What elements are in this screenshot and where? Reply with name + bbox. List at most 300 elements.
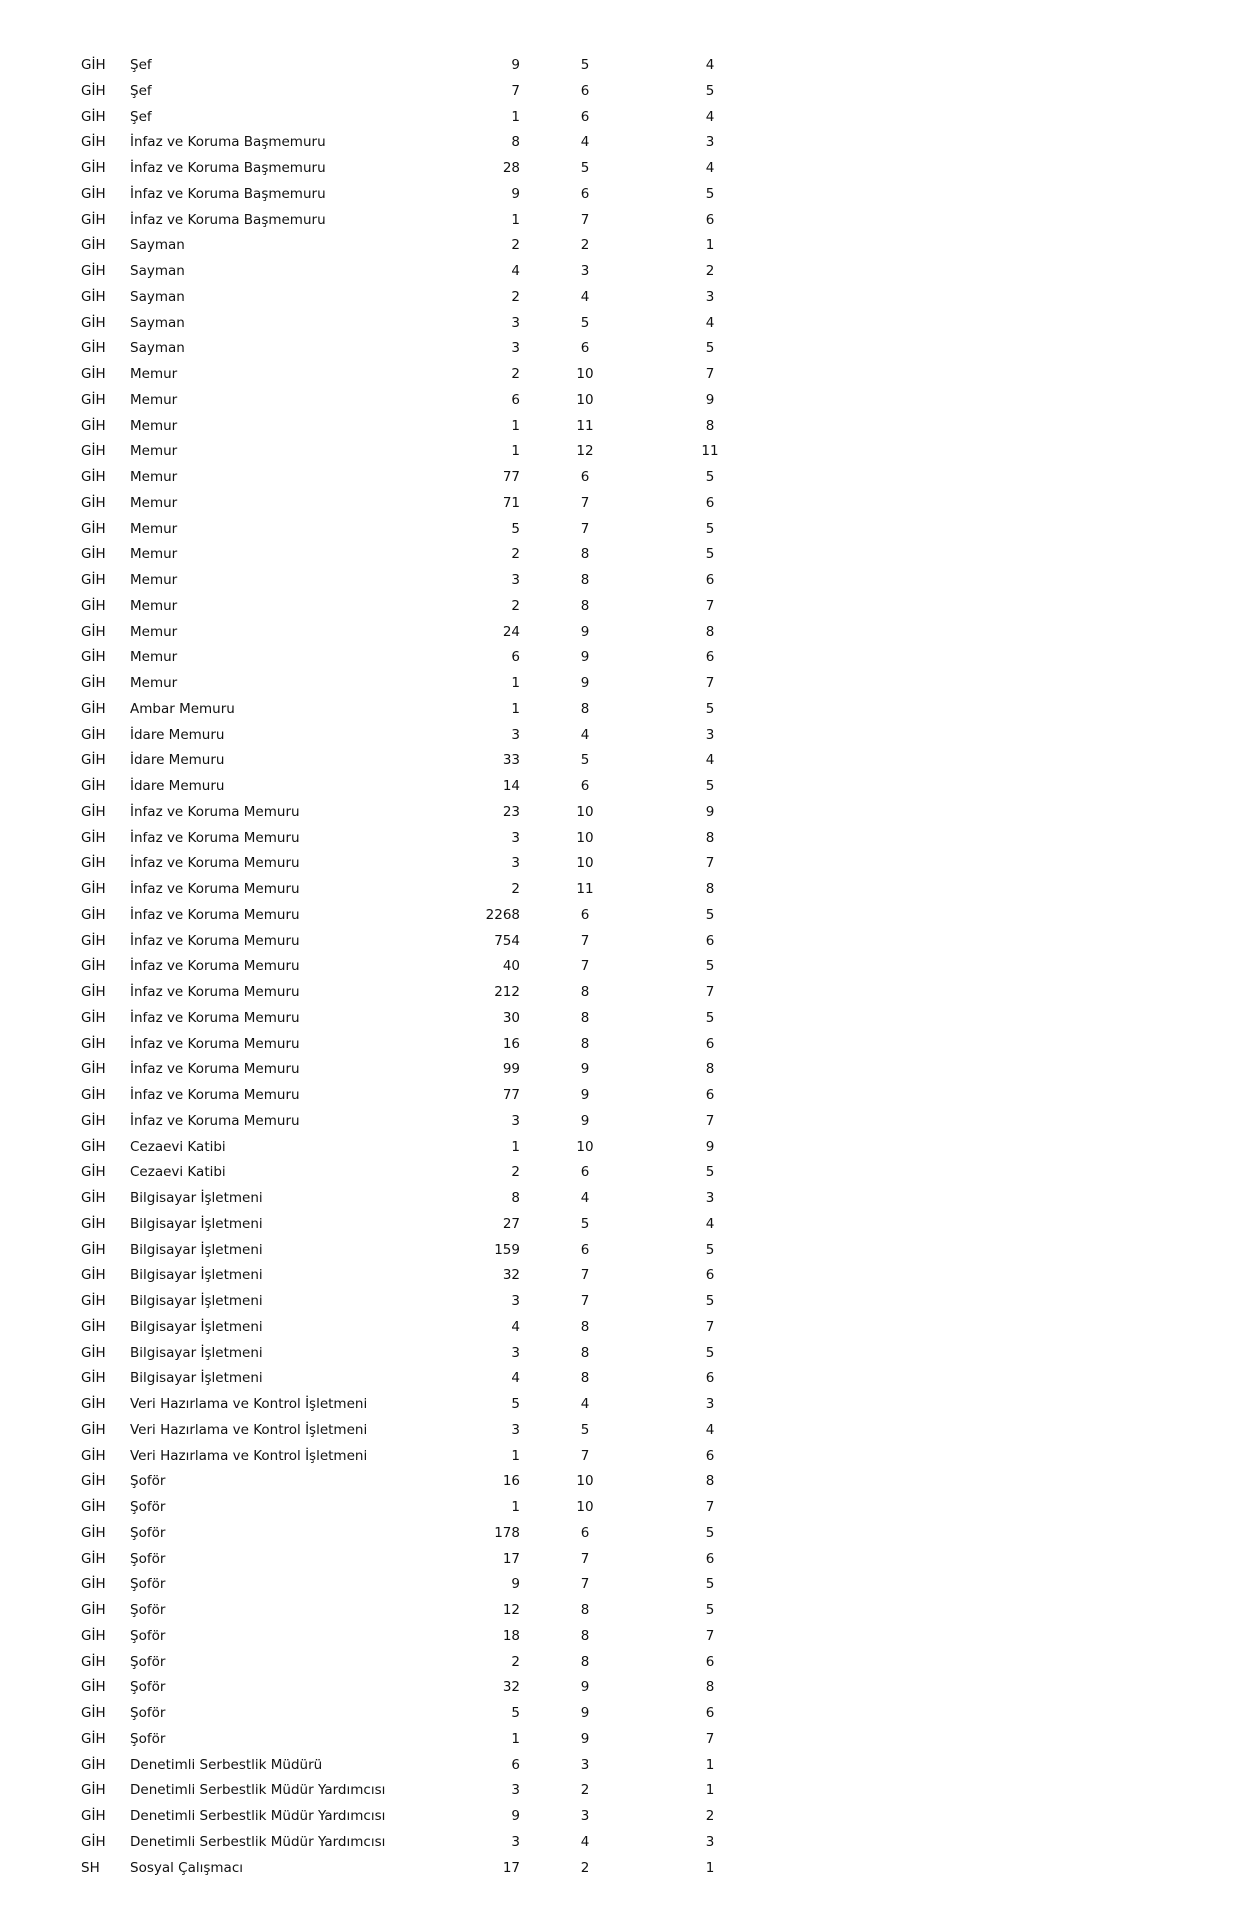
count-cell: 99 — [502, 1061, 520, 1078]
class-cell: GİH — [81, 494, 106, 511]
degree-a-cell: 5 — [580, 314, 590, 331]
degree-a-cell: 8 — [580, 597, 590, 614]
degree-b-cell: 7 — [705, 1112, 715, 1129]
table-row — [0, 1624, 1252, 1650]
table-row — [0, 645, 1252, 671]
table-row — [0, 1650, 1252, 1676]
count-cell: 2 — [511, 881, 520, 897]
table-row — [0, 1135, 1252, 1161]
count-cell: 17 — [502, 1859, 520, 1876]
degree-b-cell: 7 — [705, 675, 715, 691]
title-cell: İnfaz ve Koruma Memuru — [130, 906, 300, 923]
count-cell: 2 — [511, 597, 520, 614]
class-cell: GİH — [81, 263, 106, 279]
title-cell: Bilgisayar İşletmeni — [130, 1215, 263, 1232]
degree-b-cell: 8 — [705, 1473, 715, 1490]
degree-a-cell: 11 — [576, 417, 594, 434]
count-cell: 77 — [502, 1087, 520, 1103]
table-row — [0, 671, 1252, 697]
degree-a-cell: 10 — [576, 855, 594, 872]
class-cell: GİH — [81, 134, 106, 151]
title-cell: Şoför — [130, 1550, 166, 1567]
degree-a-cell: 5 — [580, 1215, 590, 1232]
degree-b-cell: 7 — [705, 1318, 715, 1335]
title-cell: İnfaz ve Koruma Memuru — [130, 958, 300, 975]
title-cell: Şoför — [130, 1524, 166, 1541]
count-cell: 3 — [511, 1782, 520, 1799]
count-cell: 2 — [511, 1164, 520, 1181]
title-cell: İnfaz ve Koruma Başmemuru — [130, 185, 326, 202]
count-cell: 5 — [511, 1396, 520, 1412]
table-row — [0, 1856, 1252, 1882]
class-cell: GİH — [81, 1009, 106, 1026]
degree-b-cell: 5 — [705, 82, 715, 99]
table-row — [0, 208, 1252, 234]
degree-b-cell: 1 — [705, 1756, 715, 1773]
table-row — [0, 182, 1252, 208]
class-cell: GİH — [81, 211, 106, 228]
count-cell: 16 — [502, 1035, 520, 1052]
class-cell: GİH — [81, 417, 106, 434]
count-cell: 17 — [502, 1550, 520, 1567]
degree-b-cell: 4 — [705, 57, 715, 73]
count-cell: 27 — [502, 1215, 520, 1232]
degree-a-cell: 7 — [580, 1267, 590, 1284]
table-row — [0, 1315, 1252, 1341]
class-cell: GİH — [81, 1653, 106, 1670]
degree-b-cell: 5 — [705, 1241, 715, 1258]
degree-b-cell: 5 — [705, 1344, 715, 1361]
degree-a-cell: 6 — [580, 1241, 590, 1258]
degree-b-cell: 6 — [705, 1653, 715, 1670]
class-cell: GİH — [81, 1318, 106, 1335]
title-cell: Memur — [130, 366, 178, 382]
title-cell: Şoför — [130, 1705, 166, 1721]
title-cell: Veri Hazırlama ve Kontrol İşletmeni — [130, 1447, 368, 1464]
title-cell: Şoför — [130, 1627, 166, 1644]
count-cell: 28 — [502, 160, 520, 176]
table-row — [0, 826, 1252, 852]
table-row — [0, 748, 1252, 774]
class-cell: GİH — [81, 1833, 106, 1850]
degree-a-cell: 7 — [580, 1550, 590, 1567]
title-cell: İnfaz ve Koruma Başmemuru — [130, 211, 326, 228]
degree-b-cell: 3 — [705, 134, 715, 151]
class-cell: GİH — [81, 1499, 106, 1515]
table-row — [0, 1109, 1252, 1135]
table-row — [0, 491, 1252, 517]
count-cell: 1 — [511, 675, 520, 691]
degree-b-cell: 6 — [705, 494, 715, 511]
degree-b-cell: 4 — [705, 108, 715, 125]
degree-b-cell: 3 — [705, 726, 715, 743]
title-cell: Şef — [130, 108, 152, 125]
degree-a-cell: 8 — [580, 984, 590, 1000]
table-row — [0, 877, 1252, 903]
title-cell: Bilgisayar İşletmeni — [130, 1370, 263, 1387]
class-cell: GİH — [81, 237, 106, 254]
count-cell: 71 — [502, 494, 520, 511]
class-cell: GİH — [81, 1782, 106, 1799]
degree-b-cell: 4 — [705, 314, 715, 331]
table-row — [0, 1032, 1252, 1058]
degree-a-cell: 8 — [580, 1653, 590, 1670]
class-cell: GİH — [81, 1035, 106, 1052]
table-row — [0, 929, 1252, 955]
degree-b-cell: 6 — [705, 932, 715, 949]
title-cell: Veri Hazırlama ve Kontrol İşletmeni — [130, 1421, 368, 1438]
table-row — [0, 1006, 1252, 1032]
table-row — [0, 388, 1252, 414]
table-row — [0, 620, 1252, 646]
table-row — [0, 79, 1252, 105]
title-cell: Memur — [130, 417, 178, 434]
count-cell: 3 — [511, 314, 520, 331]
degree-b-cell: 9 — [705, 1138, 715, 1155]
count-cell: 9 — [511, 1808, 520, 1824]
class-cell: GİH — [81, 1756, 106, 1773]
degree-a-cell: 6 — [580, 1164, 590, 1181]
class-cell: GİH — [81, 803, 106, 820]
title-cell: Şoför — [130, 1473, 166, 1490]
degree-a-cell: 5 — [580, 57, 590, 73]
degree-b-cell: 5 — [705, 469, 715, 485]
count-cell: 1 — [511, 700, 520, 717]
title-cell: Denetimli Serbestlik Müdür Yardımcısı — [130, 1833, 386, 1850]
title-cell: İnfaz ve Koruma Başmemuru — [130, 134, 326, 151]
degree-a-cell: 4 — [580, 726, 590, 743]
count-cell: 8 — [511, 134, 520, 151]
degree-a-cell: 12 — [576, 443, 594, 460]
count-cell: 32 — [502, 1679, 520, 1696]
class-cell: GİH — [81, 1241, 106, 1258]
title-cell: Bilgisayar İşletmeni — [130, 1241, 263, 1258]
count-cell: 2 — [511, 288, 520, 305]
degree-b-cell: 1 — [705, 237, 715, 254]
degree-b-cell: 5 — [705, 1602, 715, 1618]
table-row — [0, 1572, 1252, 1598]
title-cell: İnfaz ve Koruma Memuru — [130, 829, 300, 846]
count-cell: 9 — [511, 185, 520, 202]
class-cell: GİH — [81, 1705, 106, 1721]
table-row — [0, 53, 1252, 79]
title-cell: Denetimli Serbestlik Müdürü — [130, 1756, 323, 1773]
title-cell: İnfaz ve Koruma Memuru — [130, 984, 300, 1000]
degree-a-cell: 9 — [580, 675, 590, 691]
table-row — [0, 903, 1252, 929]
degree-a-cell: 10 — [576, 1138, 594, 1155]
title-cell: Cezaevi Katibi — [130, 1164, 226, 1181]
count-cell: 159 — [494, 1241, 520, 1258]
degree-a-cell: 9 — [580, 1730, 590, 1747]
degree-a-cell: 9 — [580, 1679, 590, 1696]
title-cell: Denetimli Serbestlik Müdür Yardımcısı — [130, 1782, 386, 1799]
degree-a-cell: 3 — [580, 263, 590, 279]
degree-a-cell: 10 — [576, 1499, 594, 1515]
class-cell: SH — [81, 1859, 100, 1876]
degree-b-cell: 4 — [705, 160, 715, 176]
table-row — [0, 517, 1252, 543]
title-cell: İnfaz ve Koruma Memuru — [130, 1035, 300, 1052]
count-cell: 212 — [494, 984, 520, 1000]
table-row — [0, 156, 1252, 182]
degree-b-cell: 5 — [705, 1164, 715, 1181]
degree-b-cell: 6 — [705, 649, 715, 666]
title-cell: İnfaz ve Koruma Memuru — [130, 1112, 300, 1129]
degree-a-cell: 9 — [580, 1112, 590, 1129]
table-row — [0, 1727, 1252, 1753]
degree-b-cell: 4 — [705, 752, 715, 769]
class-cell: GİH — [81, 366, 106, 382]
class-cell: GİH — [81, 443, 106, 460]
degree-a-cell: 6 — [580, 82, 590, 99]
count-cell: 6 — [511, 391, 520, 408]
class-cell: GİH — [81, 932, 106, 949]
count-cell: 14 — [502, 778, 520, 794]
count-cell: 1 — [511, 1730, 520, 1747]
staff-table — [0, 53, 1252, 1881]
class-cell: GİH — [81, 469, 106, 485]
table-row — [0, 233, 1252, 259]
count-cell: 6 — [511, 649, 520, 666]
degree-b-cell: 6 — [705, 1267, 715, 1284]
table-row — [0, 1289, 1252, 1315]
title-cell: Şoför — [130, 1499, 166, 1515]
class-cell: GİH — [81, 1267, 106, 1284]
table-row — [0, 130, 1252, 156]
class-cell: GİH — [81, 829, 106, 846]
class-cell: GİH — [81, 1808, 106, 1824]
degree-b-cell: 5 — [705, 958, 715, 975]
class-cell: GİH — [81, 572, 106, 588]
table-row — [0, 851, 1252, 877]
count-cell: 1 — [511, 1138, 520, 1155]
count-cell: 9 — [511, 57, 520, 73]
table-row — [0, 439, 1252, 465]
degree-b-cell: 4 — [705, 1421, 715, 1438]
title-cell: Cezaevi Katibi — [130, 1138, 226, 1155]
class-cell: GİH — [81, 1627, 106, 1644]
count-cell: 4 — [511, 1318, 520, 1335]
degree-a-cell: 8 — [580, 572, 590, 588]
title-cell: İnfaz ve Koruma Memuru — [130, 881, 300, 897]
title-cell: Memur — [130, 469, 178, 485]
class-cell: GİH — [81, 1112, 106, 1129]
class-cell: GİH — [81, 160, 106, 176]
count-cell: 3 — [511, 1833, 520, 1850]
degree-b-cell: 3 — [705, 1833, 715, 1850]
degree-b-cell: 11 — [701, 443, 719, 460]
table-row — [0, 1263, 1252, 1289]
class-cell: GİH — [81, 1087, 106, 1103]
title-cell: İdare Memuru — [130, 778, 225, 794]
degree-b-cell: 3 — [705, 288, 715, 305]
class-cell: GİH — [81, 906, 106, 923]
count-cell: 1 — [511, 1447, 520, 1464]
table-row — [0, 1186, 1252, 1212]
title-cell: Şoför — [130, 1576, 166, 1593]
class-cell: GİH — [81, 1344, 106, 1361]
title-cell: Memur — [130, 494, 178, 511]
count-cell: 3 — [511, 1293, 520, 1309]
class-cell: GİH — [81, 1370, 106, 1387]
class-cell: GİH — [81, 1164, 106, 1181]
title-cell: Memur — [130, 675, 178, 691]
degree-b-cell: 6 — [705, 1447, 715, 1464]
degree-b-cell: 6 — [705, 1550, 715, 1567]
table-row — [0, 954, 1252, 980]
class-cell: GİH — [81, 597, 106, 614]
class-cell: GİH — [81, 958, 106, 975]
title-cell: Memur — [130, 649, 178, 666]
table-row — [0, 1238, 1252, 1264]
count-cell: 32 — [502, 1267, 520, 1284]
count-cell: 5 — [511, 1705, 520, 1721]
count-cell: 3 — [511, 1421, 520, 1438]
count-cell: 3 — [511, 855, 520, 872]
count-cell: 3 — [511, 829, 520, 846]
count-cell: 2 — [511, 546, 520, 563]
degree-a-cell: 6 — [580, 778, 590, 794]
degree-a-cell: 10 — [576, 829, 594, 846]
title-cell: İnfaz ve Koruma Memuru — [130, 1087, 300, 1103]
count-cell: 2268 — [485, 906, 520, 923]
degree-a-cell: 8 — [580, 1318, 590, 1335]
degree-b-cell: 8 — [705, 829, 715, 846]
title-cell: İnfaz ve Koruma Memuru — [130, 803, 300, 820]
title-cell: İnfaz ve Koruma Memuru — [130, 932, 300, 949]
degree-b-cell: 8 — [705, 881, 715, 897]
class-cell: GİH — [81, 623, 106, 640]
table-row — [0, 1444, 1252, 1470]
class-cell: GİH — [81, 649, 106, 666]
class-cell: GİH — [81, 752, 106, 769]
title-cell: İnfaz ve Koruma Memuru — [130, 1061, 300, 1078]
degree-b-cell: 2 — [705, 263, 715, 279]
class-cell: GİH — [81, 1576, 106, 1593]
class-cell: GİH — [81, 546, 106, 563]
degree-b-cell: 5 — [705, 520, 715, 537]
degree-a-cell: 4 — [580, 288, 590, 305]
degree-b-cell: 7 — [705, 1730, 715, 1747]
title-cell: Şoför — [130, 1730, 166, 1747]
degree-a-cell: 6 — [580, 906, 590, 923]
degree-b-cell: 1 — [705, 1782, 715, 1799]
degree-a-cell: 7 — [580, 494, 590, 511]
title-cell: Sayman — [130, 340, 185, 357]
degree-b-cell: 9 — [705, 803, 715, 820]
title-cell: Sosyal Çalışmacı — [130, 1859, 243, 1876]
class-cell: GİH — [81, 984, 106, 1000]
degree-b-cell: 5 — [705, 700, 715, 717]
title-cell: İnfaz ve Koruma Memuru — [130, 1009, 300, 1026]
title-cell: Memur — [130, 520, 178, 537]
degree-a-cell: 8 — [580, 1370, 590, 1387]
table-row — [0, 362, 1252, 388]
degree-a-cell: 9 — [580, 623, 590, 640]
class-cell: GİH — [81, 881, 106, 897]
count-cell: 18 — [502, 1627, 520, 1644]
title-cell: Sayman — [130, 237, 185, 254]
table-row — [0, 1418, 1252, 1444]
table-row — [0, 1469, 1252, 1495]
degree-a-cell: 2 — [580, 1859, 590, 1876]
class-cell: GİH — [81, 1138, 106, 1155]
degree-a-cell: 9 — [580, 1705, 590, 1721]
table-row — [0, 723, 1252, 749]
count-cell: 4 — [511, 263, 520, 279]
class-cell: GİH — [81, 675, 106, 691]
degree-a-cell: 4 — [580, 1190, 590, 1206]
degree-b-cell: 8 — [705, 623, 715, 640]
table-row — [0, 980, 1252, 1006]
count-cell: 23 — [502, 803, 520, 820]
table-row — [0, 1778, 1252, 1804]
degree-a-cell: 4 — [580, 134, 590, 151]
class-cell: GİH — [81, 1550, 106, 1567]
count-cell: 12 — [502, 1602, 520, 1618]
table-row — [0, 1753, 1252, 1779]
count-cell: 2 — [511, 237, 520, 254]
class-cell: GİH — [81, 314, 106, 331]
class-cell: GİH — [81, 1524, 106, 1541]
title-cell: Memur — [130, 443, 178, 460]
table-row — [0, 594, 1252, 620]
title-cell: Memur — [130, 597, 178, 614]
degree-a-cell: 2 — [580, 1782, 590, 1799]
degree-b-cell: 2 — [705, 1808, 715, 1824]
count-cell: 5 — [511, 520, 520, 537]
count-cell: 40 — [502, 958, 520, 975]
count-cell: 6 — [511, 1756, 520, 1773]
title-cell: Şef — [130, 57, 152, 73]
count-cell: 24 — [502, 623, 520, 640]
table-row — [0, 105, 1252, 131]
table-row — [0, 336, 1252, 362]
degree-b-cell: 8 — [705, 417, 715, 434]
count-cell: 2 — [511, 1653, 520, 1670]
class-cell: GİH — [81, 1190, 106, 1206]
degree-b-cell: 3 — [705, 1396, 715, 1412]
degree-a-cell: 8 — [580, 1344, 590, 1361]
class-cell: GİH — [81, 520, 106, 537]
degree-b-cell: 7 — [705, 597, 715, 614]
table-row — [0, 697, 1252, 723]
table-row — [0, 1160, 1252, 1186]
class-cell: GİH — [81, 1421, 106, 1438]
class-cell: GİH — [81, 82, 106, 99]
title-cell: Bilgisayar İşletmeni — [130, 1267, 263, 1284]
class-cell: GİH — [81, 288, 106, 305]
title-cell: İnfaz ve Koruma Memuru — [130, 855, 300, 872]
table-row — [0, 1804, 1252, 1830]
degree-b-cell: 6 — [705, 1705, 715, 1721]
table-row — [0, 1495, 1252, 1521]
count-cell: 8 — [511, 1190, 520, 1206]
title-cell: Bilgisayar İşletmeni — [130, 1293, 263, 1309]
degree-a-cell: 7 — [580, 932, 590, 949]
degree-a-cell: 6 — [580, 469, 590, 485]
degree-b-cell: 5 — [705, 1009, 715, 1026]
class-cell: GİH — [81, 1293, 106, 1309]
degree-b-cell: 6 — [705, 1035, 715, 1052]
table-row — [0, 1212, 1252, 1238]
degree-a-cell: 10 — [576, 803, 594, 820]
degree-a-cell: 6 — [580, 185, 590, 202]
degree-b-cell: 1 — [705, 1859, 715, 1876]
degree-b-cell: 5 — [705, 906, 715, 923]
degree-b-cell: 5 — [705, 778, 715, 794]
